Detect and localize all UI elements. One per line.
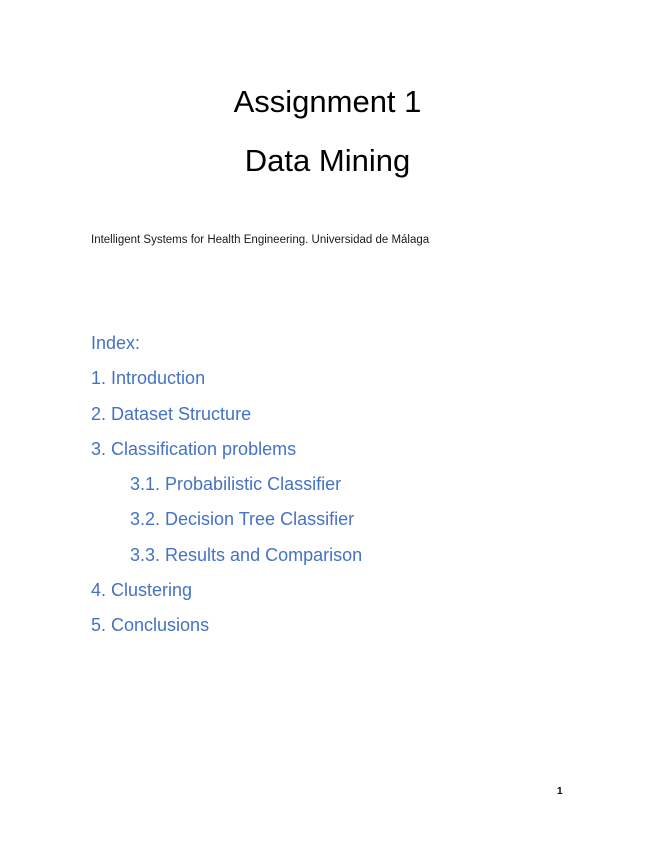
toc-item-probabilistic-classifier[interactable]: 3.1. Probabilistic Classifier	[130, 474, 342, 495]
document-subtitle: Data Mining	[244, 143, 411, 178]
toc-item-introduction[interactable]: 1. Introduction	[91, 368, 206, 389]
toc-item-clustering[interactable]: 4. Clustering	[91, 580, 193, 601]
affiliation-text: Intelligent Systems for Health Engineering. Universidad de Málaga	[91, 234, 430, 246]
page-number: 1	[557, 786, 563, 797]
toc-item-classification-problems[interactable]: 3. Classification problems	[91, 438, 297, 459]
toc-item-dataset-structure[interactable]: 2. Dataset Structure	[91, 403, 252, 424]
index-heading: Index:	[91, 333, 141, 353]
toc-item-decision-tree-classifier[interactable]: 3.2. Decision Tree Classifier	[130, 509, 355, 530]
document-title: Assignment 1	[233, 84, 422, 119]
table-of-contents	[91, 333, 362, 651]
toc-item-results-comparison[interactable]: 3.3. Results and Comparison	[130, 544, 363, 565]
toc-item-conclusions[interactable]: 5. Conclusions	[91, 615, 210, 636]
